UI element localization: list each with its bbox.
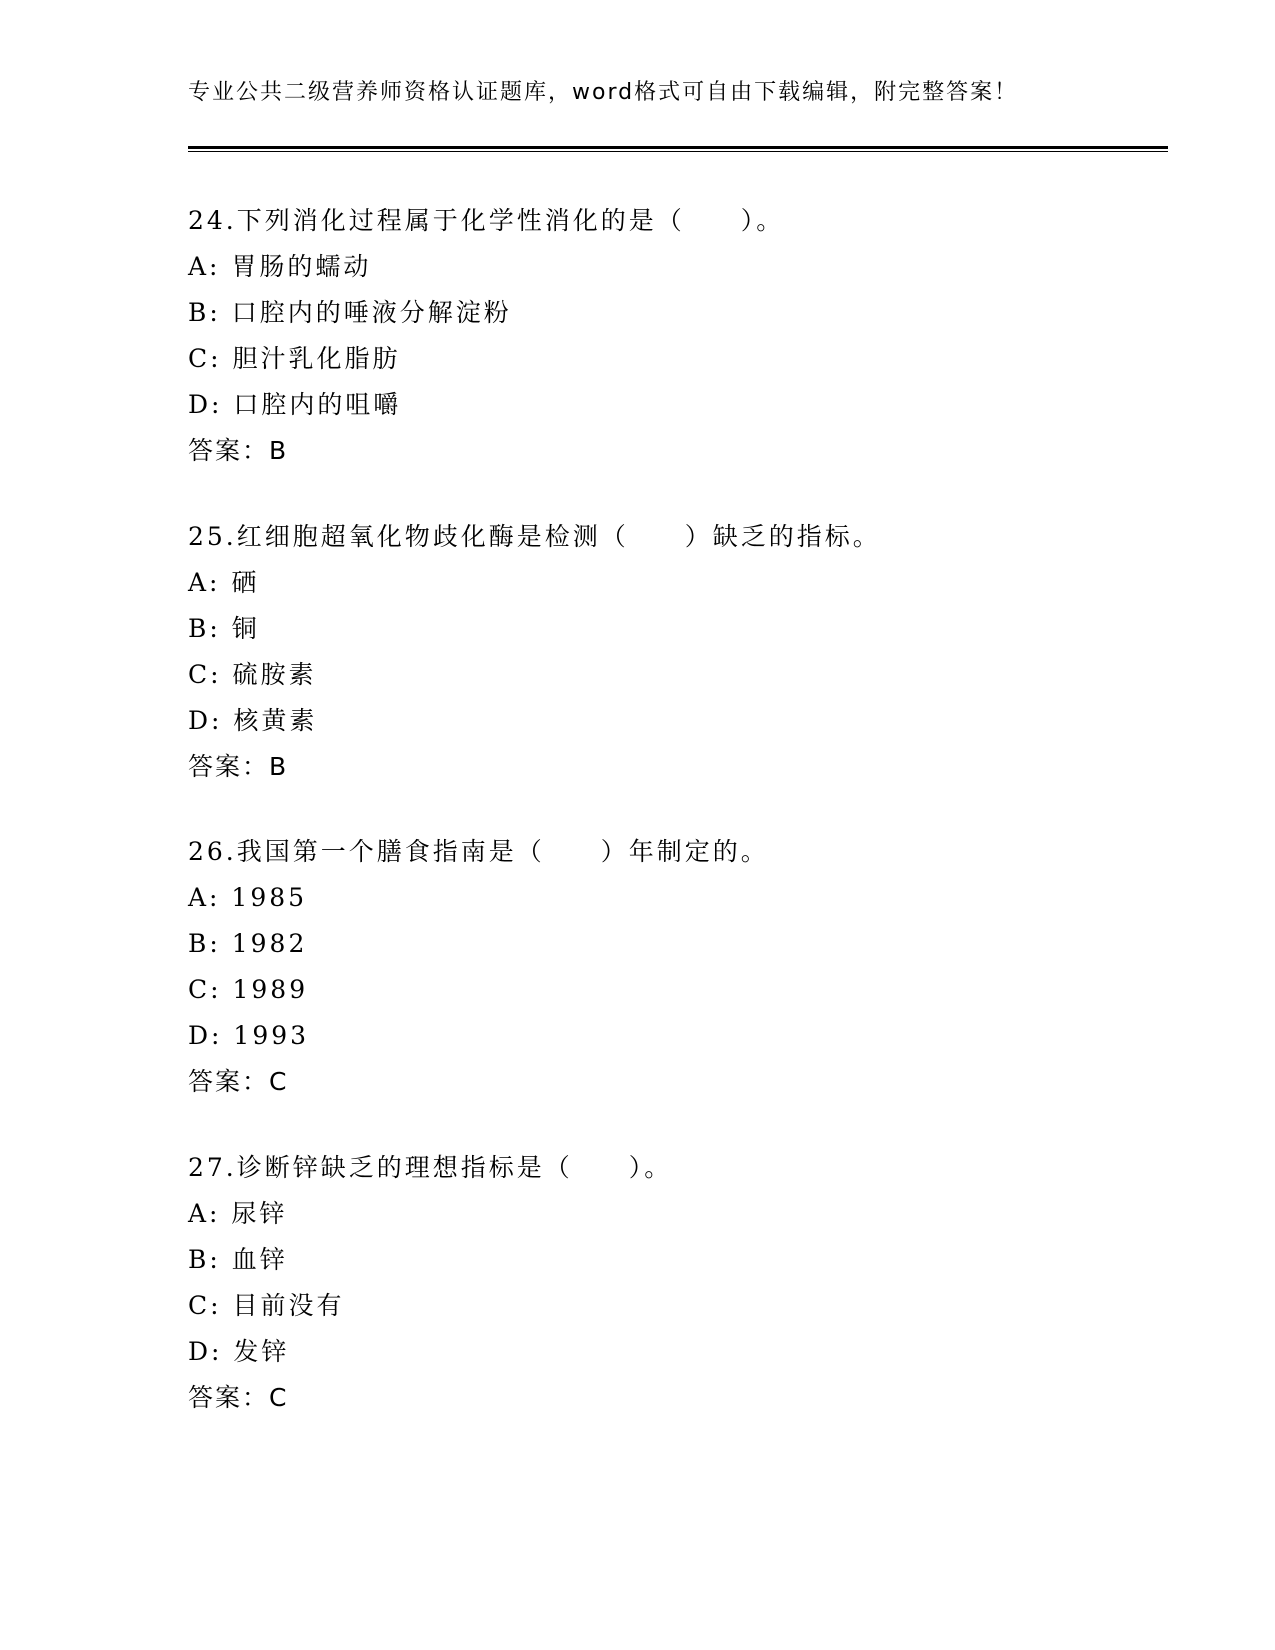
option-c: C: 目前没有 <box>188 1291 345 1320</box>
option-c: C: 1989 <box>188 975 309 1004</box>
option-a: A: 1985 <box>188 883 308 912</box>
option-d: D: 1993 <box>188 1021 310 1050</box>
option-a: A: 硒 <box>188 568 260 597</box>
option-a: A: 胃肠的蠕动 <box>188 252 372 281</box>
answer: 答案：C <box>188 1067 289 1096</box>
answer: 答案：B <box>188 436 289 465</box>
question-24 <box>188 198 1188 474</box>
answer: 答案：B <box>188 752 289 781</box>
option-a: A: 尿锌 <box>188 1199 288 1228</box>
question-stem: 26.我国第一个膳食指南是（ ）年制定的。 <box>188 837 769 866</box>
header-title: 专业公共二级营养师资格认证题库，word格式可自由下载编辑，附完整答案！ <box>188 80 1019 105</box>
option-d: D: 核黄素 <box>188 706 318 735</box>
option-c: C: 硫胺素 <box>188 660 317 689</box>
option-b: B: 1982 <box>188 929 308 958</box>
answer: 答案：C <box>188 1383 289 1412</box>
question-26 <box>188 829 1188 1105</box>
question-25 <box>188 514 1188 790</box>
option-c: C: 胆汁乳化脂肪 <box>188 344 401 373</box>
question-stem: 25.红细胞超氧化物歧化酶是检测（ ）缺乏的指标。 <box>188 522 881 551</box>
question-27 <box>188 1145 1188 1421</box>
option-b: B: 血锌 <box>188 1245 288 1274</box>
option-b: B: 口腔内的唾液分解淀粉 <box>188 298 512 327</box>
question-stem: 24.下列消化过程属于化学性消化的是（ ）。 <box>188 206 785 235</box>
header-divider-thin <box>188 151 1168 152</box>
option-d: D: 发锌 <box>188 1337 290 1366</box>
question-stem: 27.诊断锌缺乏的理想指标是（ ）。 <box>188 1153 673 1182</box>
header-divider-thick <box>188 146 1168 149</box>
header-divider <box>188 146 1168 153</box>
option-b: B: 铜 <box>188 614 260 643</box>
option-d: D: 口腔内的咀嚼 <box>188 390 402 419</box>
